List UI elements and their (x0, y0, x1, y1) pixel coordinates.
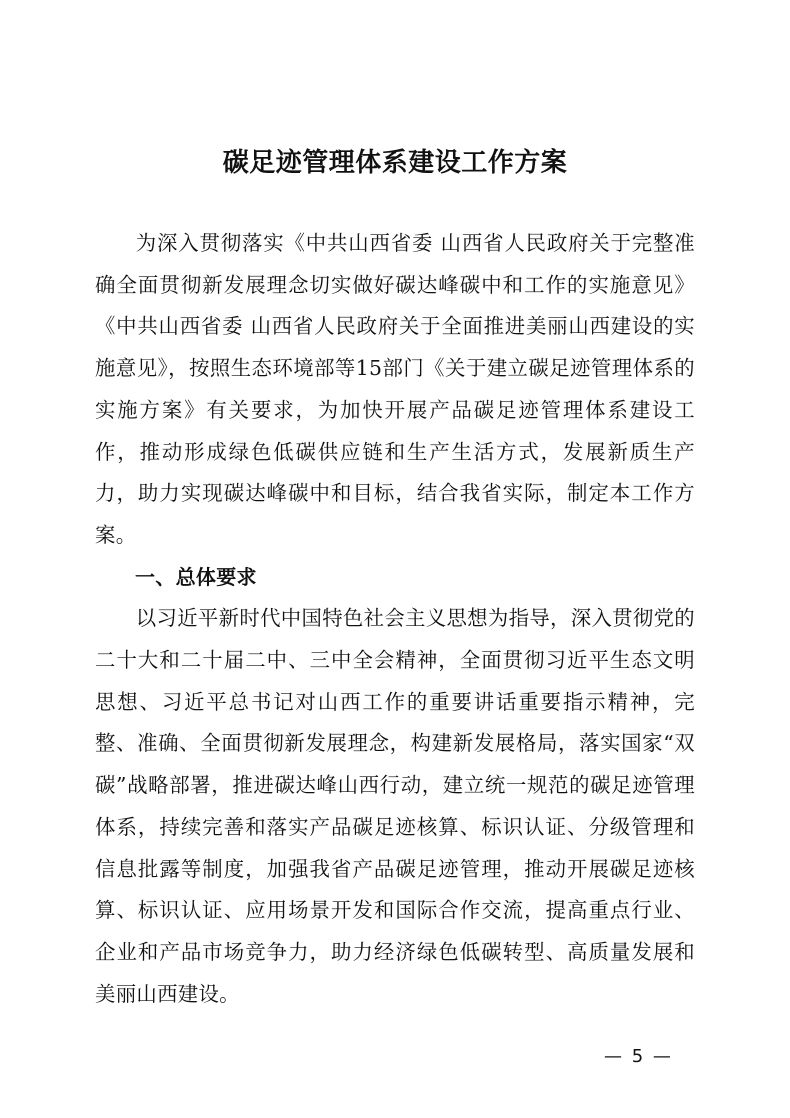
intro-paragraph: 为深入贯彻落实《中共山西省委 山西省人民政府关于完整准确全面贯彻新发展理念切实做好碳达峰碳中和工作的实施意见》《中共山西省委 山西省人民政府关于全面推进美丽山西建设的实施意见》，按照生态环境部等15部门《关于建立碳足迹管理体系的实施方案》有关要求，为加快开展产品碳足迹管理体系建设工作，推动形成绿色低碳供应链和生产生活方式，发展新质生产力，助力实现碳达峰碳中和目标，结合我省实际，制定本工作方案。 (95, 231, 695, 547)
document-body (95, 223, 695, 1015)
section-heading-general-requirements: 一、总体要求 (135, 564, 257, 589)
document-title: 碳足迹管理体系建设工作方案 (222, 148, 568, 178)
section-paragraph-general-requirements: 以习近平新时代中国特色社会主义思想为指导，深入贯彻党的二十大和二十届二中、三中全会精神，全面贯彻习近平生态文明思想、习近平总书记对山西工作的重要讲话重要指示精神，完整、准确、全面贯彻新发展理念，构建新发展格局，落实国家“双碳”战略部署，推进碳达峰山西行动，建立统一规范的碳足迹管理体系，持续完善和落实产品碳足迹核算、标识认证、分级管理和信息批露等制度，加强我省产品碳足迹管理，推动开展碳足迹核算、标识认证、应用场景开发和国际合作交流，提高重点行业、企业和产品市场竞争力，助力经济绿色低碳转型、高质量发展和美丽山西建设。 (95, 606, 695, 1006)
page-number: — 5 — (604, 1046, 673, 1067)
